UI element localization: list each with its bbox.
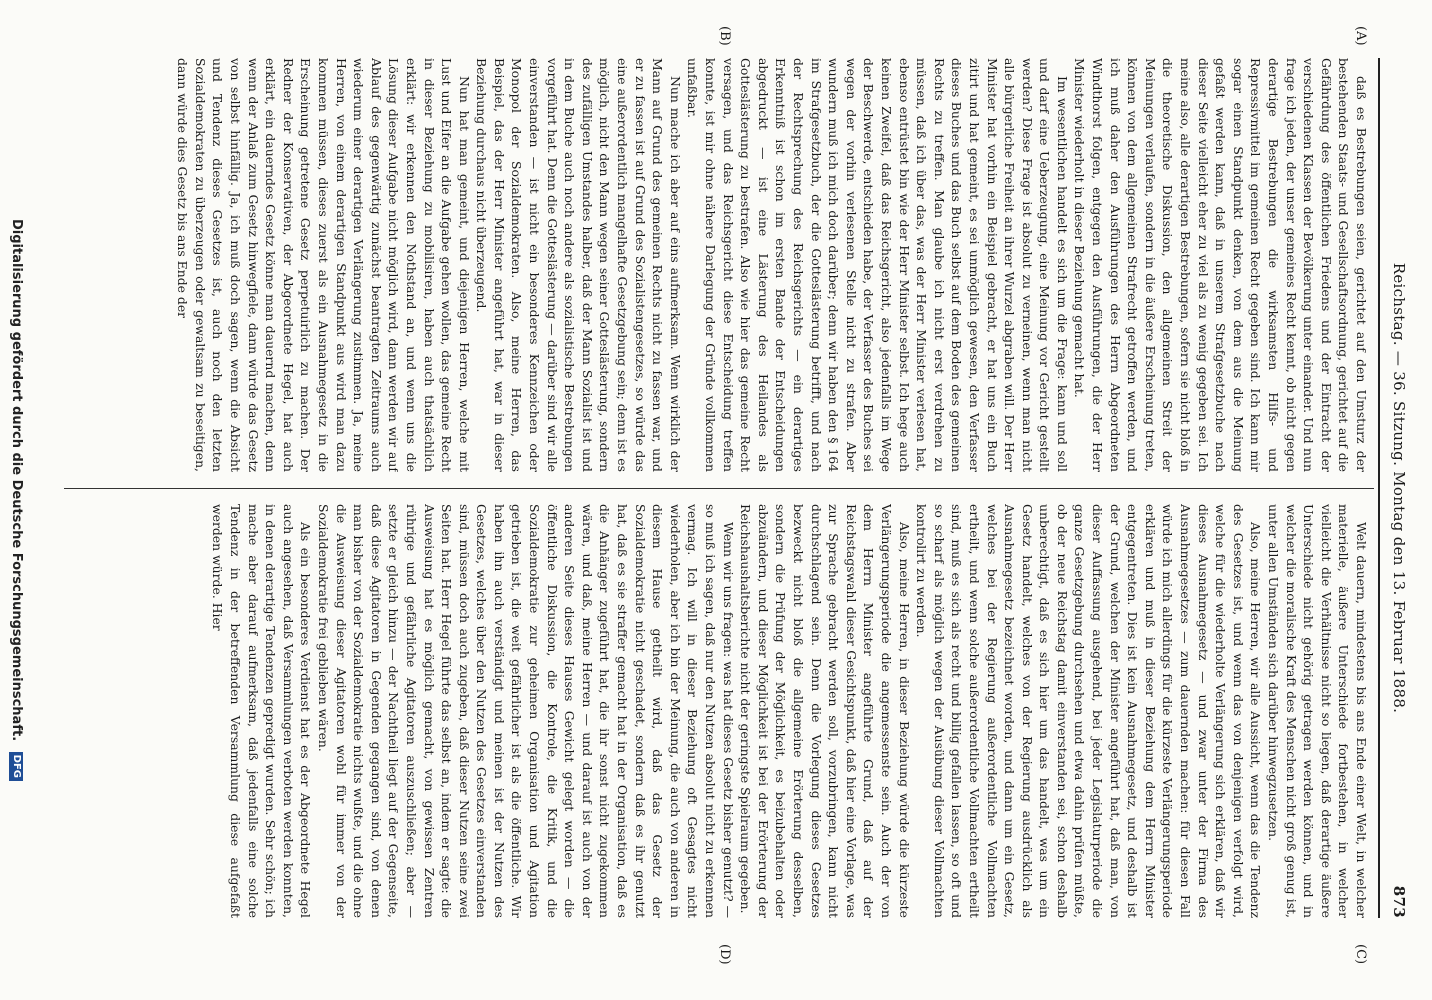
marginal-letter-b: (B) [717,26,732,46]
paragraph: Im wesentlichen handelt es sich um die Frage: kann und soll und darf eine Ueberzeugung, eine Meinung vor Gericht gestellt werden? Diese Frage ist absolut zu verneinen, wenn man nicht alle bürgerliche Freiheit an ihrer Wurzel abgraben will. Der Herr Minister hat vorhin ein Beispiel gebracht, er hat uns ein Buch zitirt und hat gemeint, es sei unmöglich gewesen, den Verfasser dieses Buches und das Buch selbst auf dem Boden des gemeinen Rechts zu treffen. Man glaube ich nicht erst verdrehen zu müssen, daß ich über das, was der Herr Minister verlesen hat, ebenso entrüstet bin wie der Herr Minister selbst. Ich hege auch keinen Zweifel, daß das Reichsgericht, also jedenfalls im Wege der Beschwerde, entschieden habe, der Verfasser des Buches sei wegen der vorhin verlesenen Stelle nicht zu strafen. Aber wundern muß ich mich doch darüber; denn wir haben den § 164 im Strafgesetzbuch, der die Gotteslästerung betrifft, und nach der Rechtsprechung des Reichsgerichts — ein derartiges Erkenntniß ist schon im ersten Bande der Entscheidungen abgedruckt — ist eine Lästerung des Heilandes als Gotteslästerung zu bestrafen. Also wie hier das gemeine Recht versagen, und das Reichsgericht diese Entscheidung treffen konnte, ist mir ohne nähere Darlegung der Gründe vollkommen unfaßbar. [685,58,1070,472]
paragraph: Welt dauern, mindestens bis ans Ende einer Welt, in welcher materielle, äußere Unterschiede fortbestehen, in welcher vielleicht die Verhältnisse nicht so liegen, daß derartige äußere Unterschiede nicht gehörig getragen werden können, und in welcher die moralische Kraft des Menschen nicht groß genug ist, unter allen Umständen sich darüber hinwegzusetzen. [1266,504,1369,918]
marginal-letter-d: (D) [717,944,732,965]
paragraph: Also, meine Herren, wir alle Aussicht, wenn das die Tendenz des Gesetzes ist, und wenn das von denjenigen verfolgt wird, welche für die wiederholte Verlängerung sich erklären, daß wir dieses Ausnahmegesetz — und zwar unter der Firma des Ausnahmegesetzes — zum dauernden machen: für diesen Fall würde ich mich allerdings für die kürzeste Verlängerungsperiode erklären und muß in dieser Beziehung dem Herrn Minister entgegentreten. Dies ist kein Ausnahmegesetz, und deshalb ist der Grund, welchen der Minister angeführt hat, daß man, von dieser Auffassung ausgehend, bei jeder Legislaturperiode die ganze Gesetzgebung durchsehen und etwa dahin prüfen müßte, ob der neue Reichstag damit einverstanden sei, schon deshalb unberechtigt, daß es sich hier um das handelt, was um ein Gesetz handelt, welches von der Regierung ausdrücklich als Ausnahmegesetz bezeichnet worden, und dann um ein Gesetz, welches bei der Regierung außerordentliche Vollmachten ertheilt, und wenn solche außerordentliche Vollmachten ertheilt sind, muß es sich als recht und billig gefallen lassen, so oft und so scharf als möglich wegen der Ausübung dieser Vollmachten kontrolirt zu werden. [914,504,1264,918]
column-divider [64,488,1374,489]
paragraph: Nun mache ich aber auf eins aufmerksam. Wenn wirklich der Mann auf Grund des gemeinen Rechts nicht zu fassen war, und er zu fassen ist auf Grund des Sozialistengesetzes, so würde das eine außerordentlich mangelhafte Gesetzgebung sein; denn ist es möglich, nicht den Mann wegen seiner Gotteslästerung, sondern des zufälligen Umstandes halber, daß der Mann Sozialist ist und in dem Buche auch noch andere als sozialistische Bestrebungen vorgeführt hat. Denn die Gotteslästerung — darüber sind wir alle einverstanden — ist nicht ein besonderes Kennzeichen oder Monopol der Sozialdemokraten. Also, meine Herren, das Beispiel, das der Herr Minister angeführt hat, war in dieser Beziehung durchaus nicht überzeugend. [474,58,683,472]
right-text-column [70,504,1370,918]
running-title: Reichstag. — 36. Sitzung. Montag den 13. Februar 1888. [1390,262,1408,714]
marginal-letter-a: (A) [1353,26,1368,46]
marginal-letter-c: (C) [1353,944,1368,965]
header-rule [1378,58,1380,918]
paragraph: daß es Bestrebungen seien, gerichtet auf den Umsturz der bestehenden Staats- und Gesellschaftsordnung, gerichtet auf die Gefährdung des öffentlichen Friedens und der Eintracht der verschiedenen Klassen der Bevölkerung unter einander. Und nun frage ich jeden, der unser gemeines Recht kennt, ob nicht gegen derartige Bestrebungen die wirksamsten Hilfs- und Repressivmittel im gemeinen Recht gegeben sind. Ich kann mir sogar einen Standpunkt denken, von dem aus die Meinung gefaßt werden kann, daß in unserem Strafgesetzbuche nach dieser Seite vielleicht eher zu viel als zu wenig gegeben sei. Ich meine also, alle derartigen Bestrebungen, sofern sie nicht bloß in die theoretische Diskussion, den allgemeinen Streit der Meinungen verlaufen, sondern in die äußere Erscheinung treten, können von dem allgemeinen Strafrecht getroffen werden, und ich muß daher den Ausführungen des Herrn Abgeordneten Windthorst folgen, entgegen den Ausführungen, die der Herr Minister wiederholt in dieser Beziehung gemacht hat. [1072,58,1369,472]
dfg-logo-icon: DFG [10,752,24,781]
left-text-column [70,58,1370,472]
paragraph: Nun hat man gemeint, und diejenigen Herren, welche mit Lust und Eifer an die Aufgabe gehen wollen, das gemeine Recht in dieser Beziehung zu mobilisiren, haben auch thatsächlich erklärt: wir erkennen den Nothstand an, und wenn uns die Lösung dieser Aufgabe nicht möglich wird, dann werden wir auf Ablauf des gegenwärtig zunächst beantragten Zeitraums auch wiederum einer derartigen Verlängerung zustimmen. Ja, meine Herren, von einem derartigen Standpunkt aus wird man dazu kommen müssen, dieses zuerst als ein Ausnahmegesetz in die Erscheinung getretene Gesetz perpetuirlich zu machen. Der Redner der Konservativen, der Abgeordnete Hegel, hat auch erklärt, ein dauerndes Gesetz könne man dauernd machen, denn wenn der Anlaß zum Gesetz hinwegfiele, dann würde das Gesetz von selbst hinfällig. Ja, ich muß doch sagen, wenn die Absicht und Tendenz dieses Gesetzes ist, auch noch den letzten Sozialdemokraten zu überzeugen oder gewaltsam zu beseitigen, dann würde dies Gesetz bis ans Ende der [175,58,472,472]
paragraph: Also, meine Herren, in dieser Beziehung würde die kürzeste Verlängerungsperiode die angemessenste sein. Auch der von dem Herrn Minister angeführte Grund, daß auf der Reichstagswahl dieser Gesichtspunkt, daß hier eine Vorlage, was zur Sprache gebracht werden soll, vorzubringen, kann nicht durchschlagend sein. Denn die Vorlegung dieses Gesetzes bezweckt nicht bloß die allgemeine Erörterung desselben, sondern die Prüfung der Möglichkeit, es beizubehalten oder abzuändern, und dieser Möglichkeit ist bei der Erörterung der Reichshaushaltsberichte nicht der geringste Spielraum gegeben. [738,504,912,918]
paragraph: Als ein besonderes Verdienst hat es der Abgeordnete Hegel auch angesehen, daß Versammlungen verboten werden konnten, in denen derartige Tendenzen gepredigt wurden. Sehr schön; ich mache aber darauf aufmerksam, daß jedenfalls eine solche Tendenz in der betreffenden Versammlung diese aufgefaßt werden würde. Hier [210,504,314,918]
page-header [1382,58,1416,918]
attribution-text: Digitalisierung gefördert durch die Deutsche Forschungsgemeinschaft. [9,218,24,742]
page-number: 873 [1390,885,1408,918]
paragraph: Wenn wir uns fragen: was hat dieses Gesetz bisher genutzt? — so muß ich sagen, daß nur den Nutzen absolut nicht zu erkennen vermag. Ich will in dieser Beziehung oft Gesagtes nicht wiederholen, aber ich bin der Meinung, die auch von anderen in diesem Hause getheilt wird, daß das Gesetz der Sozialdemokratie nicht geschadet, sondern daß es ihr genutzt hat, daß es sie straffer gemacht hat in der Organisation, daß es die Anhänger zugeführt hat, die ihr sonst nicht zugekommen wären, und daß, meine Herren — und darauf ist auch von der anderen Seite dieses Hauses Gewicht gelegt worden — die öffentliche Diskussion, die Kontrole, die Kritik, und die Sozialdemokratie zur geheimen Organisation und Agitation getrieben ist, die weit gefährlicher ist als die öffentliche. Wir haben ihn auch verständigt und meinen ist der Nutzen des Gesetzes, welches über den Nutzen des Gesetzes einverstanden sind, müssen doch auch zugeben, daß dieser Nutzen seine zwei Seiten hat. Herr Hegel führte das selbst an, indem er sagte: die Ausweisung hat es möglich gemacht, von gewissen Zentren rührige und gefährliche Agitatoren auszuschließen; aber — setzte er gleich hinzu — der Nachtheil liegt auf der Gegenseite, daß diese Agitatoren in Gegenden gegangen sind, von denen man bisher von der Sozialdemokratie nichts wußte, und die ohne die Ausweisung dieser Agitatoren wohl für immer von der Sozialdemokratie frei geblieben wären. [315,504,736,918]
digitization-attribution [9,0,24,1000]
